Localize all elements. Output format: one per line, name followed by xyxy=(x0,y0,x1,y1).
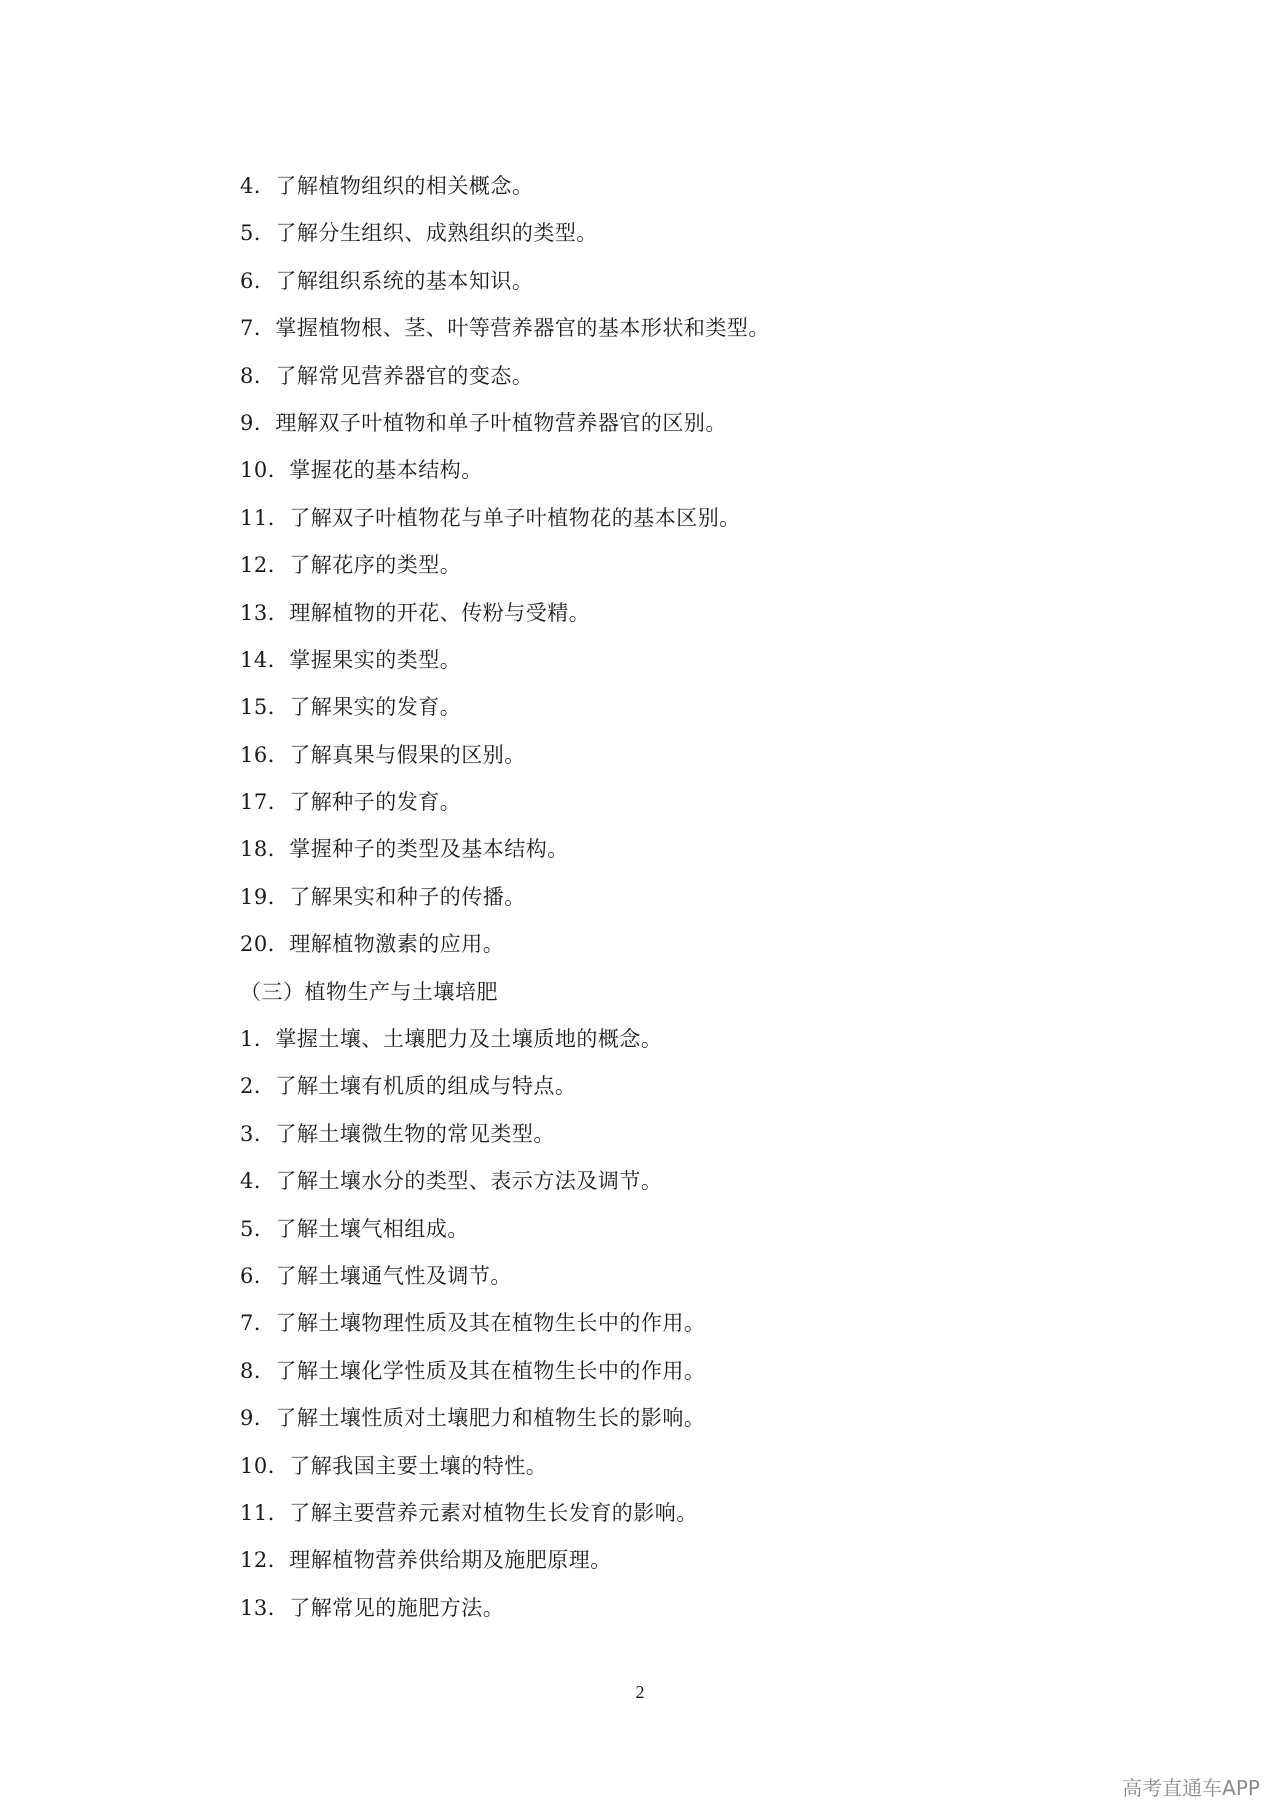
list-item: 9．理解双子叶植物和单子叶植物营养器官的区别。 xyxy=(240,410,727,435)
list-item: 4．了解植物组织的相关概念。 xyxy=(240,174,534,198)
list-item: 3．了解土壤微生物的常见类型。 xyxy=(240,1121,555,1146)
list-item: 16．了解真果与假果的区别。 xyxy=(240,742,526,767)
list-item: 10．了解我国主要土壤的特性。 xyxy=(240,1453,548,1478)
list-item: 4．了解土壤水分的类型、表示方法及调节。 xyxy=(240,1169,663,1194)
list-item: 15．了解果实的发育。 xyxy=(240,695,462,720)
list-item: 8．了解常见营养器官的变态。 xyxy=(240,363,534,388)
list-item: 7．掌握植物根、茎、叶等营养器官的基本形状和类型。 xyxy=(240,316,770,341)
document-body xyxy=(240,163,1140,1632)
list-item: 13．了解常见的施肥方法。 xyxy=(240,1595,505,1620)
list-item: 11．了解主要营养元素对植物生长发育的影响。 xyxy=(240,1500,698,1525)
list-item: 8．了解土壤化学性质及其在植物生长中的作用。 xyxy=(240,1358,706,1383)
list-item: 6．了解土壤通气性及调节。 xyxy=(240,1263,512,1288)
list-item: 20．理解植物激素的应用。 xyxy=(240,932,505,957)
list-item: 11．了解双子叶植物花与单子叶植物花的基本区别。 xyxy=(240,505,741,530)
list-item: 6．了解组织系统的基本知识。 xyxy=(240,268,534,293)
list-item: 7．了解土壤物理性质及其在植物生长中的作用。 xyxy=(240,1311,706,1336)
list-item: 12．了解花序的类型。 xyxy=(240,553,462,578)
list-item: 2．了解土壤有机质的组成与特点。 xyxy=(240,1074,577,1099)
list-item: 14．掌握果实的类型。 xyxy=(240,647,462,672)
list-item: 5．了解分生组织、成熟组织的类型。 xyxy=(240,221,598,246)
list-item: 5．了解土壤气相组成。 xyxy=(240,1216,469,1241)
list-item: 18．掌握种子的类型及基本结构。 xyxy=(240,837,569,862)
page-number: 2 xyxy=(635,1682,645,1702)
list-item: 9．了解土壤性质对土壤肥力和植物生长的影响。 xyxy=(240,1406,706,1431)
section-heading: （三）植物生产与土壤培肥 xyxy=(240,979,498,1004)
list-item: 19．了解果实和种子的传播。 xyxy=(240,884,526,909)
list-item: 12．理解植物营养供给期及施肥原理。 xyxy=(240,1548,612,1573)
list-item: 17．了解种子的发育。 xyxy=(240,790,462,815)
list-item: 13．理解植物的开花、传粉与受精。 xyxy=(240,600,591,625)
app-watermark: 高考直通车APP xyxy=(1122,1776,1260,1800)
list-item: 1．掌握土壤、土壤肥力及土壤质地的概念。 xyxy=(240,1027,663,1052)
list-item: 10．掌握花的基本结构。 xyxy=(240,458,483,483)
